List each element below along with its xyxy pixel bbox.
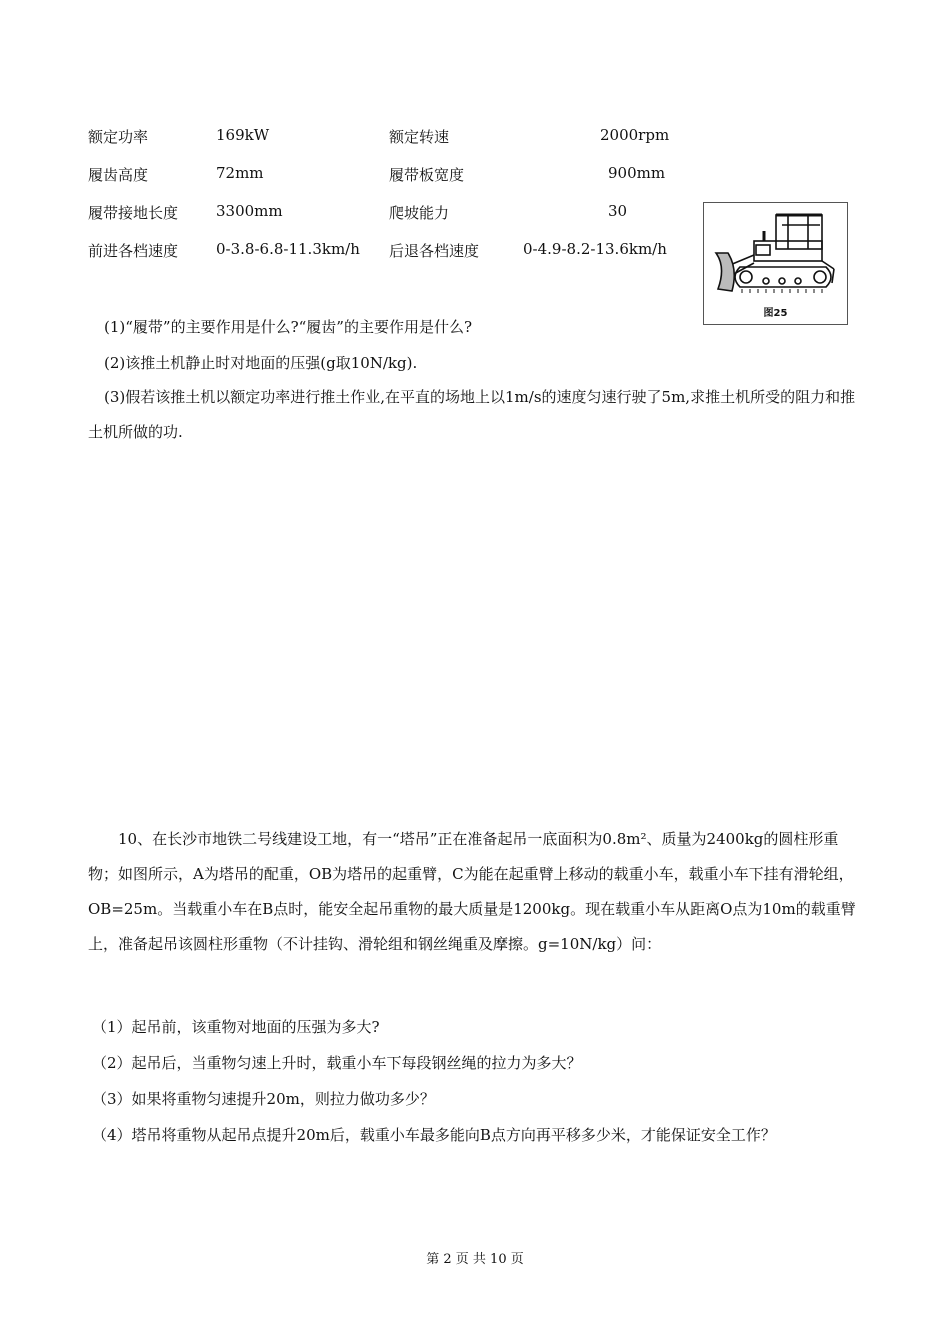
spec-label: 额定转速 xyxy=(389,128,450,146)
spec-label: 履齿高度 xyxy=(88,166,149,184)
q9-subquestion-1: (1)“履带”的主要作用是什么?“履齿”的主要作用是什么? xyxy=(104,318,473,336)
spec-value: 30 xyxy=(608,202,628,220)
q9-subquestion-3: (3)假若该推土机以额定功率进行推土作业,在平直的场地上以1m/s的速度匀速行驶了5m,求推土机所受的阻力和推土机所做的功. xyxy=(88,388,856,441)
spec-value: 2000rpm xyxy=(600,126,670,144)
spec-label: 履带板宽度 xyxy=(389,166,465,184)
spec-value: 169kW xyxy=(216,126,270,144)
spec-value: 0-3.8-6.8-11.3km/h xyxy=(216,240,360,258)
bulldozer-icon xyxy=(710,207,842,305)
q9-subquestion-2: (2)该推土机静止时对地面的压强(g取10N/kg). xyxy=(104,354,418,372)
q10-intro: 10、在长沙市地铁二号线建设工地，有一“塔吊”正在准备起吊一底面积为0.8m²、质量为2400kg的圆柱形重物；如图所示，A为塔吊的配重，OB为塔吊的起重臂，C为能在起重臂上移动的载重小车，载重小车下挂有滑轮组，OB=25m。当载重小车在B点时，能安全起吊重物的最大质量是1200kg。现在载重小车从距离O点为10m的载重臂上，准备起吊该圆柱形重物（不计挂钩、滑轮组和钢丝绳重及摩擦。g=10N/kg）问： xyxy=(88,830,856,953)
spec-value: 0-4.9-8.2-13.6km/h xyxy=(523,240,667,258)
spec-label: 履带接地长度 xyxy=(88,204,179,222)
page-footer: 第 2 页 共 10 页 xyxy=(426,1252,524,1267)
spec-label: 前进各档速度 xyxy=(88,242,179,260)
q10-subquestion-4: （4）塔吊将重物从起吊点提升20m后，载重小车最多能向B点方向再平移多少米，才能保证安全工作？ xyxy=(92,1126,776,1144)
bulldozer-figure xyxy=(703,202,848,325)
spec-value: 72mm xyxy=(216,164,264,182)
spec-value: 900mm xyxy=(608,164,666,182)
spec-label: 爬坡能力 xyxy=(389,204,450,222)
q10-subquestion-2: （2）起吊后，当重物匀速上升时，载重小车下每段钢丝绳的拉力为多大？ xyxy=(92,1054,582,1072)
spec-label: 后退各档速度 xyxy=(389,242,480,260)
spec-value: 3300mm xyxy=(216,202,283,220)
figure-caption: 图25 xyxy=(763,308,788,319)
spec-label: 额定功率 xyxy=(88,128,149,146)
q10-subquestion-1: （1）起吊前，该重物对地面的压强为多大? xyxy=(92,1018,380,1036)
q10-subquestion-3: （3）如果将重物匀速提升20m，则拉力做功多少？ xyxy=(92,1090,435,1108)
